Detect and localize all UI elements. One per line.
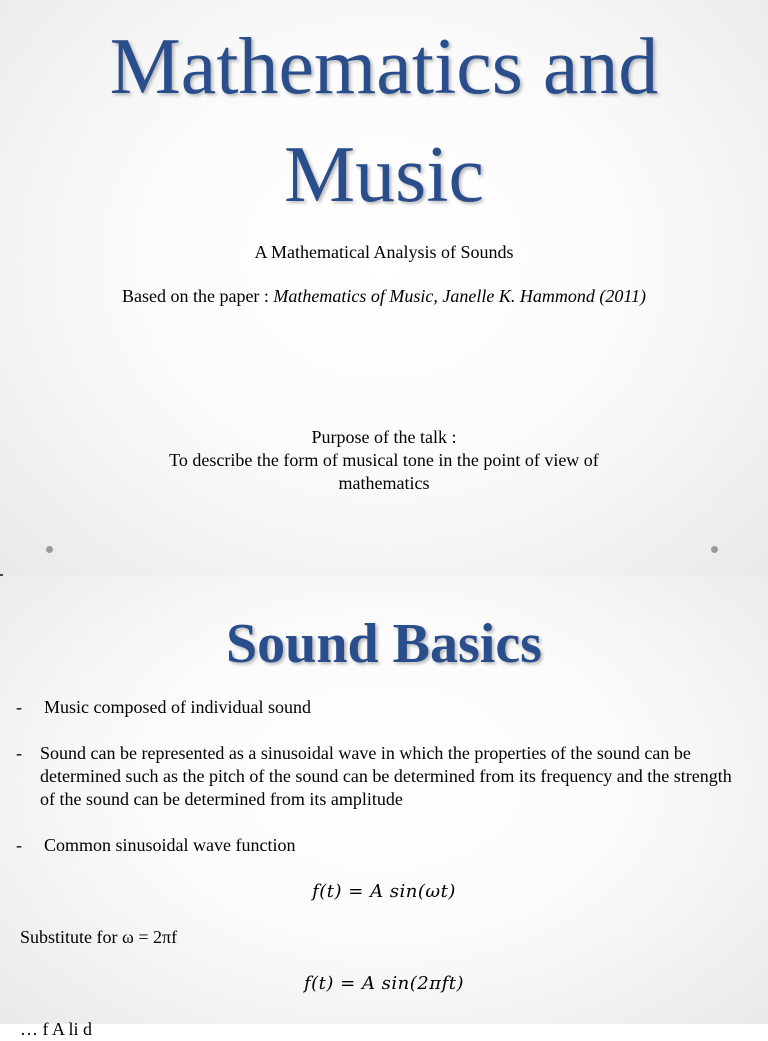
bullet-dash: - (16, 743, 22, 763)
purpose-line-2: mathematics (338, 473, 430, 493)
bullet-item (16, 742, 746, 811)
slide-sound-basics (0, 576, 768, 1039)
purpose-heading: Purpose of the talk : (311, 427, 457, 447)
based-on-line (0, 285, 768, 308)
paper-citation: Mathematics of Music, Janelle K. Hammond (2011) (273, 286, 647, 306)
sound-basics-title: Sound Basics (226, 613, 542, 675)
bullet-text: Music composed of individual sound (44, 697, 311, 717)
slide-decor-dot-left (46, 546, 53, 553)
formula-substituted: f(t) = A sin(2πft) (304, 973, 464, 994)
substitute-text: Substitute for ω = 2πf (20, 927, 178, 947)
slide-subtitle: A Mathematical Analysis of Sounds (254, 242, 514, 262)
slide-title-line-2: Music (284, 131, 484, 219)
bullet-item (16, 834, 746, 857)
bullet-dash: - (16, 835, 22, 855)
based-on-prefix: Based on the paper : (121, 286, 274, 306)
bullet-text: Common sinusoidal wave function (44, 835, 296, 855)
bullet-item (16, 696, 746, 719)
purpose-line-1: To describe the form of musical tone in the point of view of (169, 450, 599, 470)
slide-title-line-1: Mathematics and (109, 23, 659, 111)
bullet-dash: - (16, 697, 22, 717)
formula-wave-function: f(t) = A sin(ωt) (312, 881, 456, 902)
slide-decor-dot-right (711, 546, 718, 553)
cutoff-text: … f A li d (20, 1019, 93, 1039)
bullet-text: Sound can be represented as a sinusoidal wave in which the properties of the sound can be determined such as the pitch of the sound can be determined from its frequency and the strength of the sound can be determined from its amplitude (40, 743, 732, 809)
